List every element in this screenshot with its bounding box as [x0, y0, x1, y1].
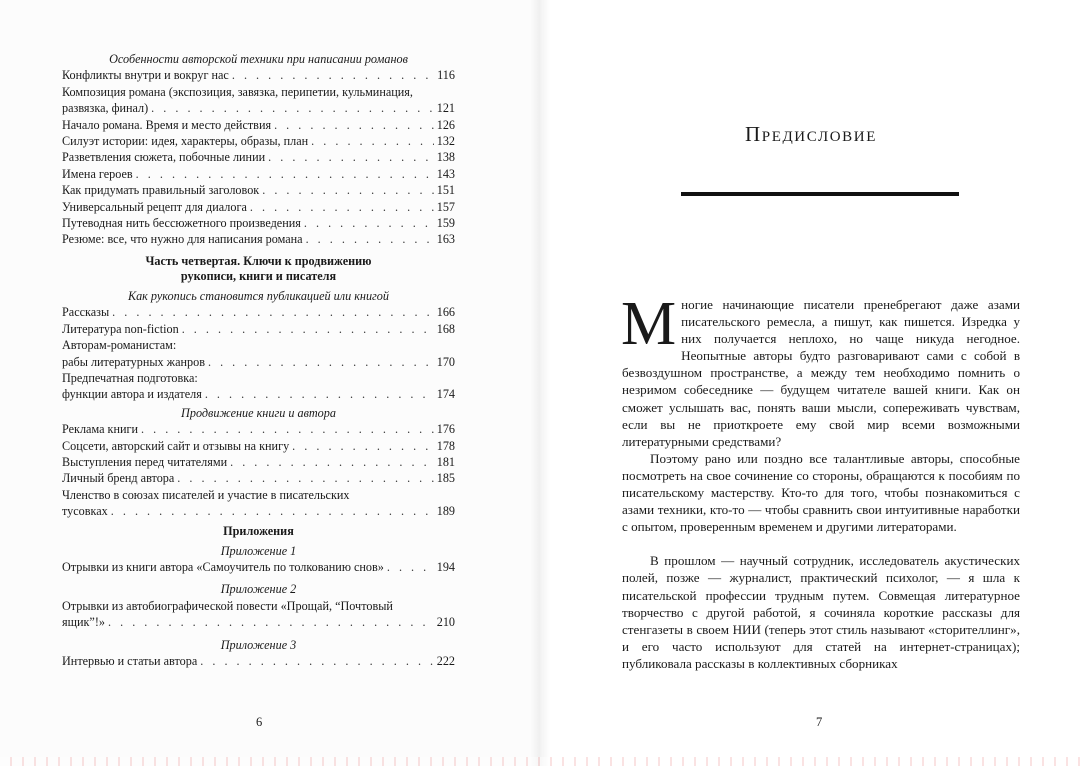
- toc-entry-title: Реклама книги: [62, 422, 139, 437]
- toc-entry-page: 222: [436, 654, 455, 668]
- toc-leader-dots: [250, 199, 434, 215]
- toc-leader-dots: [177, 470, 433, 486]
- toc-entry-title: Универсальный рецепт для диалога: [62, 199, 247, 214]
- paragraph: [621, 290, 1020, 450]
- toc-entry-title: Интервью и статьи автора: [62, 654, 198, 668]
- toc-entry-title: Путеводная нить бессюжетного произведения: [62, 216, 301, 231]
- toc-leader-dots: [304, 215, 434, 231]
- toc-entry-page: 189: [436, 504, 455, 519]
- toc-leader-dots: [306, 231, 434, 247]
- toc-entry-line: Композиция романа (экспозиция, завязка, перипетии, кульминация,: [62, 84, 413, 99]
- scan-edge-marks: [0, 757, 1080, 766]
- toc-entry-page: 151: [436, 183, 455, 198]
- toc-entry-line: Предпечатная подготовка:: [62, 370, 198, 385]
- toc-entry: [62, 438, 455, 454]
- toc-entry: [62, 166, 455, 182]
- toc-leader-dots: [268, 149, 434, 165]
- toc-leader-dots: [141, 421, 434, 437]
- toc-entry: [62, 454, 455, 470]
- toc-section-heading: Приложение 2: [220, 582, 297, 597]
- toc-entry-page: 157: [436, 199, 455, 214]
- toc-entry-title: Разветвления сюжета, побочные линии: [62, 150, 266, 165]
- toc-entry: [62, 199, 455, 215]
- toc-entry-page: 181: [436, 454, 455, 469]
- toc-part-heading: Часть четвертая. Ключи к продвижению: [145, 253, 372, 268]
- toc-entry: [62, 215, 455, 231]
- toc-leader-dots: [205, 386, 434, 402]
- paragraph: В прошлом — научный сотрудник, исследователь акустических полей, позже — журналист, практический психолог, — я шла к писательской профессии трудным путем. Совмещая литературное творчество с другой работой, я сочиняла короткие рассказы для стенгазеты в своем НИИ (теперь этот стиль называют «сторителлинг», и его часто используют для статей на интернет-страницах); публиковала рассказы в коллективных сборниках: [622, 553, 1020, 671]
- toc-entry-line: Членство в союзах писателей и участие в писательских: [62, 487, 350, 502]
- toc-entry-title: тусовках: [62, 504, 108, 519]
- toc-entry: [62, 67, 455, 83]
- paragraph-text: ногие начинающие писатели пренебрегают даже азами писательского ремесла, а пишут, как пишется. Изредка у них получается неплохо, но чаще никуда негодное. Неопытные авторы будто разговаривают сами с собой в безвоздушном пространстве, а между тем необходимо помнить о незримом собеседнике — будущем читателе вашей книги. Как он сможет услышать вас, понять ваши мысли, сопереживать чувствам, если вы не приоткроете ему свой мир всеми возможными литературными средствами?: [622, 297, 1020, 449]
- toc-section-heading: Приложение 3: [220, 637, 297, 652]
- toc-entry: [62, 231, 455, 247]
- toc-entry: [62, 653, 455, 669]
- toc-section-heading: Продвижение книги и автора: [181, 405, 336, 420]
- toc-section-heading: Приложение 1: [220, 543, 297, 558]
- chapter-title: Предисловие: [745, 122, 877, 146]
- toc-entry: [62, 149, 455, 165]
- toc-leader-dots: [200, 653, 433, 669]
- toc-leader-dots: [232, 67, 434, 83]
- toc-entry-page: 174: [436, 387, 455, 402]
- page-number-right: 7: [816, 715, 823, 729]
- toc-entry: [62, 117, 455, 133]
- drop-cap: М: [621, 290, 677, 358]
- toc-entry-page: 138: [436, 150, 455, 165]
- toc-entry-title: Как придумать правильный заголовок: [62, 183, 260, 198]
- toc-leader-dots: [111, 503, 434, 519]
- toc-part-heading: рукописи, книги и писателя: [180, 268, 337, 283]
- toc-entry-title: Литература non-fiction: [62, 321, 179, 336]
- toc-entry-title: Начало романа. Время и место действия: [62, 117, 272, 132]
- toc-entry-title: рабы литературных жанров: [62, 354, 205, 369]
- toc-entry-title: Рассказы: [62, 305, 110, 320]
- paragraph: Поэтому рано или поздно все талантливые авторы, способные посмотреть на свое сочинение со стороны, обращаются к пособиям по писательскому мастерству. Кто-то для того, чтобы познакомиться с азами техники, кто-то — чтобы сравнить свои интуитивные наработки с опытом, проверенным временем и другими литераторами.: [622, 450, 1020, 535]
- toc-entry-title: Выступления перед читателями: [62, 454, 228, 469]
- toc-entry: [62, 503, 455, 519]
- toc-entry-title: Отрывки из книги автора «Самоучитель по толкованию снов»: [62, 559, 384, 574]
- toc-entry: [62, 304, 455, 320]
- page-number-left: 6: [256, 715, 263, 729]
- toc-entry-page: 143: [436, 166, 455, 181]
- toc-section-heading: Особенности авторской техники при написании романов: [109, 52, 408, 66]
- toc-leader-dots: [112, 304, 434, 320]
- toc-entry-page: 170: [436, 354, 455, 369]
- toc-entry-line: Отрывки из автобиографической повести «Прощай, “Почтовый: [62, 598, 393, 613]
- toc-entry-title: Соцсети, авторский сайт и отзывы на книгу: [62, 438, 290, 453]
- toc-entry-line: Авторам-романистам:: [62, 338, 177, 353]
- toc-entry-page: 121: [436, 101, 455, 116]
- title-rule: [681, 192, 959, 196]
- toc-entry: [62, 421, 455, 437]
- toc-entry-page: 178: [436, 438, 455, 453]
- toc-entry-page: 163: [436, 232, 455, 247]
- toc-entry-page: 159: [436, 216, 455, 231]
- toc-leader-dots: [292, 438, 434, 454]
- toc-entry-title: Конфликты внутри и вокруг нас: [62, 68, 229, 83]
- toc-entry-title: ящик”!»: [62, 615, 105, 630]
- toc-section-heading: Как рукопись становится публикацией или книгой: [128, 288, 389, 303]
- body-text: [621, 290, 1020, 672]
- toc-entry-page: 176: [436, 422, 455, 437]
- toc-entry-page: 166: [436, 305, 455, 320]
- toc-entry-page: 185: [436, 471, 455, 486]
- toc-leader-dots: [311, 133, 434, 149]
- toc-entry: [62, 182, 455, 198]
- toc-entry-page: 132: [436, 134, 455, 149]
- toc-entry: [62, 559, 455, 575]
- toc-part-heading: Приложения: [223, 523, 294, 538]
- toc-entry-page: 210: [436, 615, 455, 630]
- toc-entry: [62, 614, 455, 630]
- toc-leader-dots: [108, 614, 434, 630]
- toc-leader-dots: [151, 100, 434, 116]
- toc-leader-dots: [387, 559, 434, 575]
- toc-entry-title: развязка, финал): [62, 101, 149, 116]
- toc-leader-dots: [230, 454, 434, 470]
- book-gutter: [530, 0, 550, 766]
- toc-entry: [62, 470, 455, 486]
- toc-entry-title: Личный бренд автора: [62, 471, 175, 486]
- toc-entry: [62, 386, 455, 402]
- toc-entry-page: 126: [436, 117, 455, 132]
- toc-entry: [62, 133, 455, 149]
- toc-leader-dots: [208, 354, 434, 370]
- toc-entry-page: 168: [436, 321, 455, 336]
- toc-entry-title: функции автора и издателя: [62, 387, 202, 402]
- toc-entry: [62, 100, 455, 116]
- toc-entry-title: Резюме: все, что нужно для написания романа: [62, 232, 303, 247]
- toc-entry-page: 194: [436, 559, 455, 574]
- table-of-contents: [62, 51, 455, 669]
- toc-leader-dots: [274, 117, 434, 133]
- toc-entry-title: Имена героев: [62, 166, 133, 181]
- toc-entry-title: Силуэт истории: идея, характеры, образы, план: [62, 134, 309, 149]
- toc-leader-dots: [262, 182, 434, 198]
- toc-leader-dots: [136, 166, 434, 182]
- toc-entry: [62, 321, 455, 337]
- toc-entry-page: 116: [437, 68, 455, 83]
- toc-entry: [62, 354, 455, 370]
- toc-leader-dots: [182, 321, 434, 337]
